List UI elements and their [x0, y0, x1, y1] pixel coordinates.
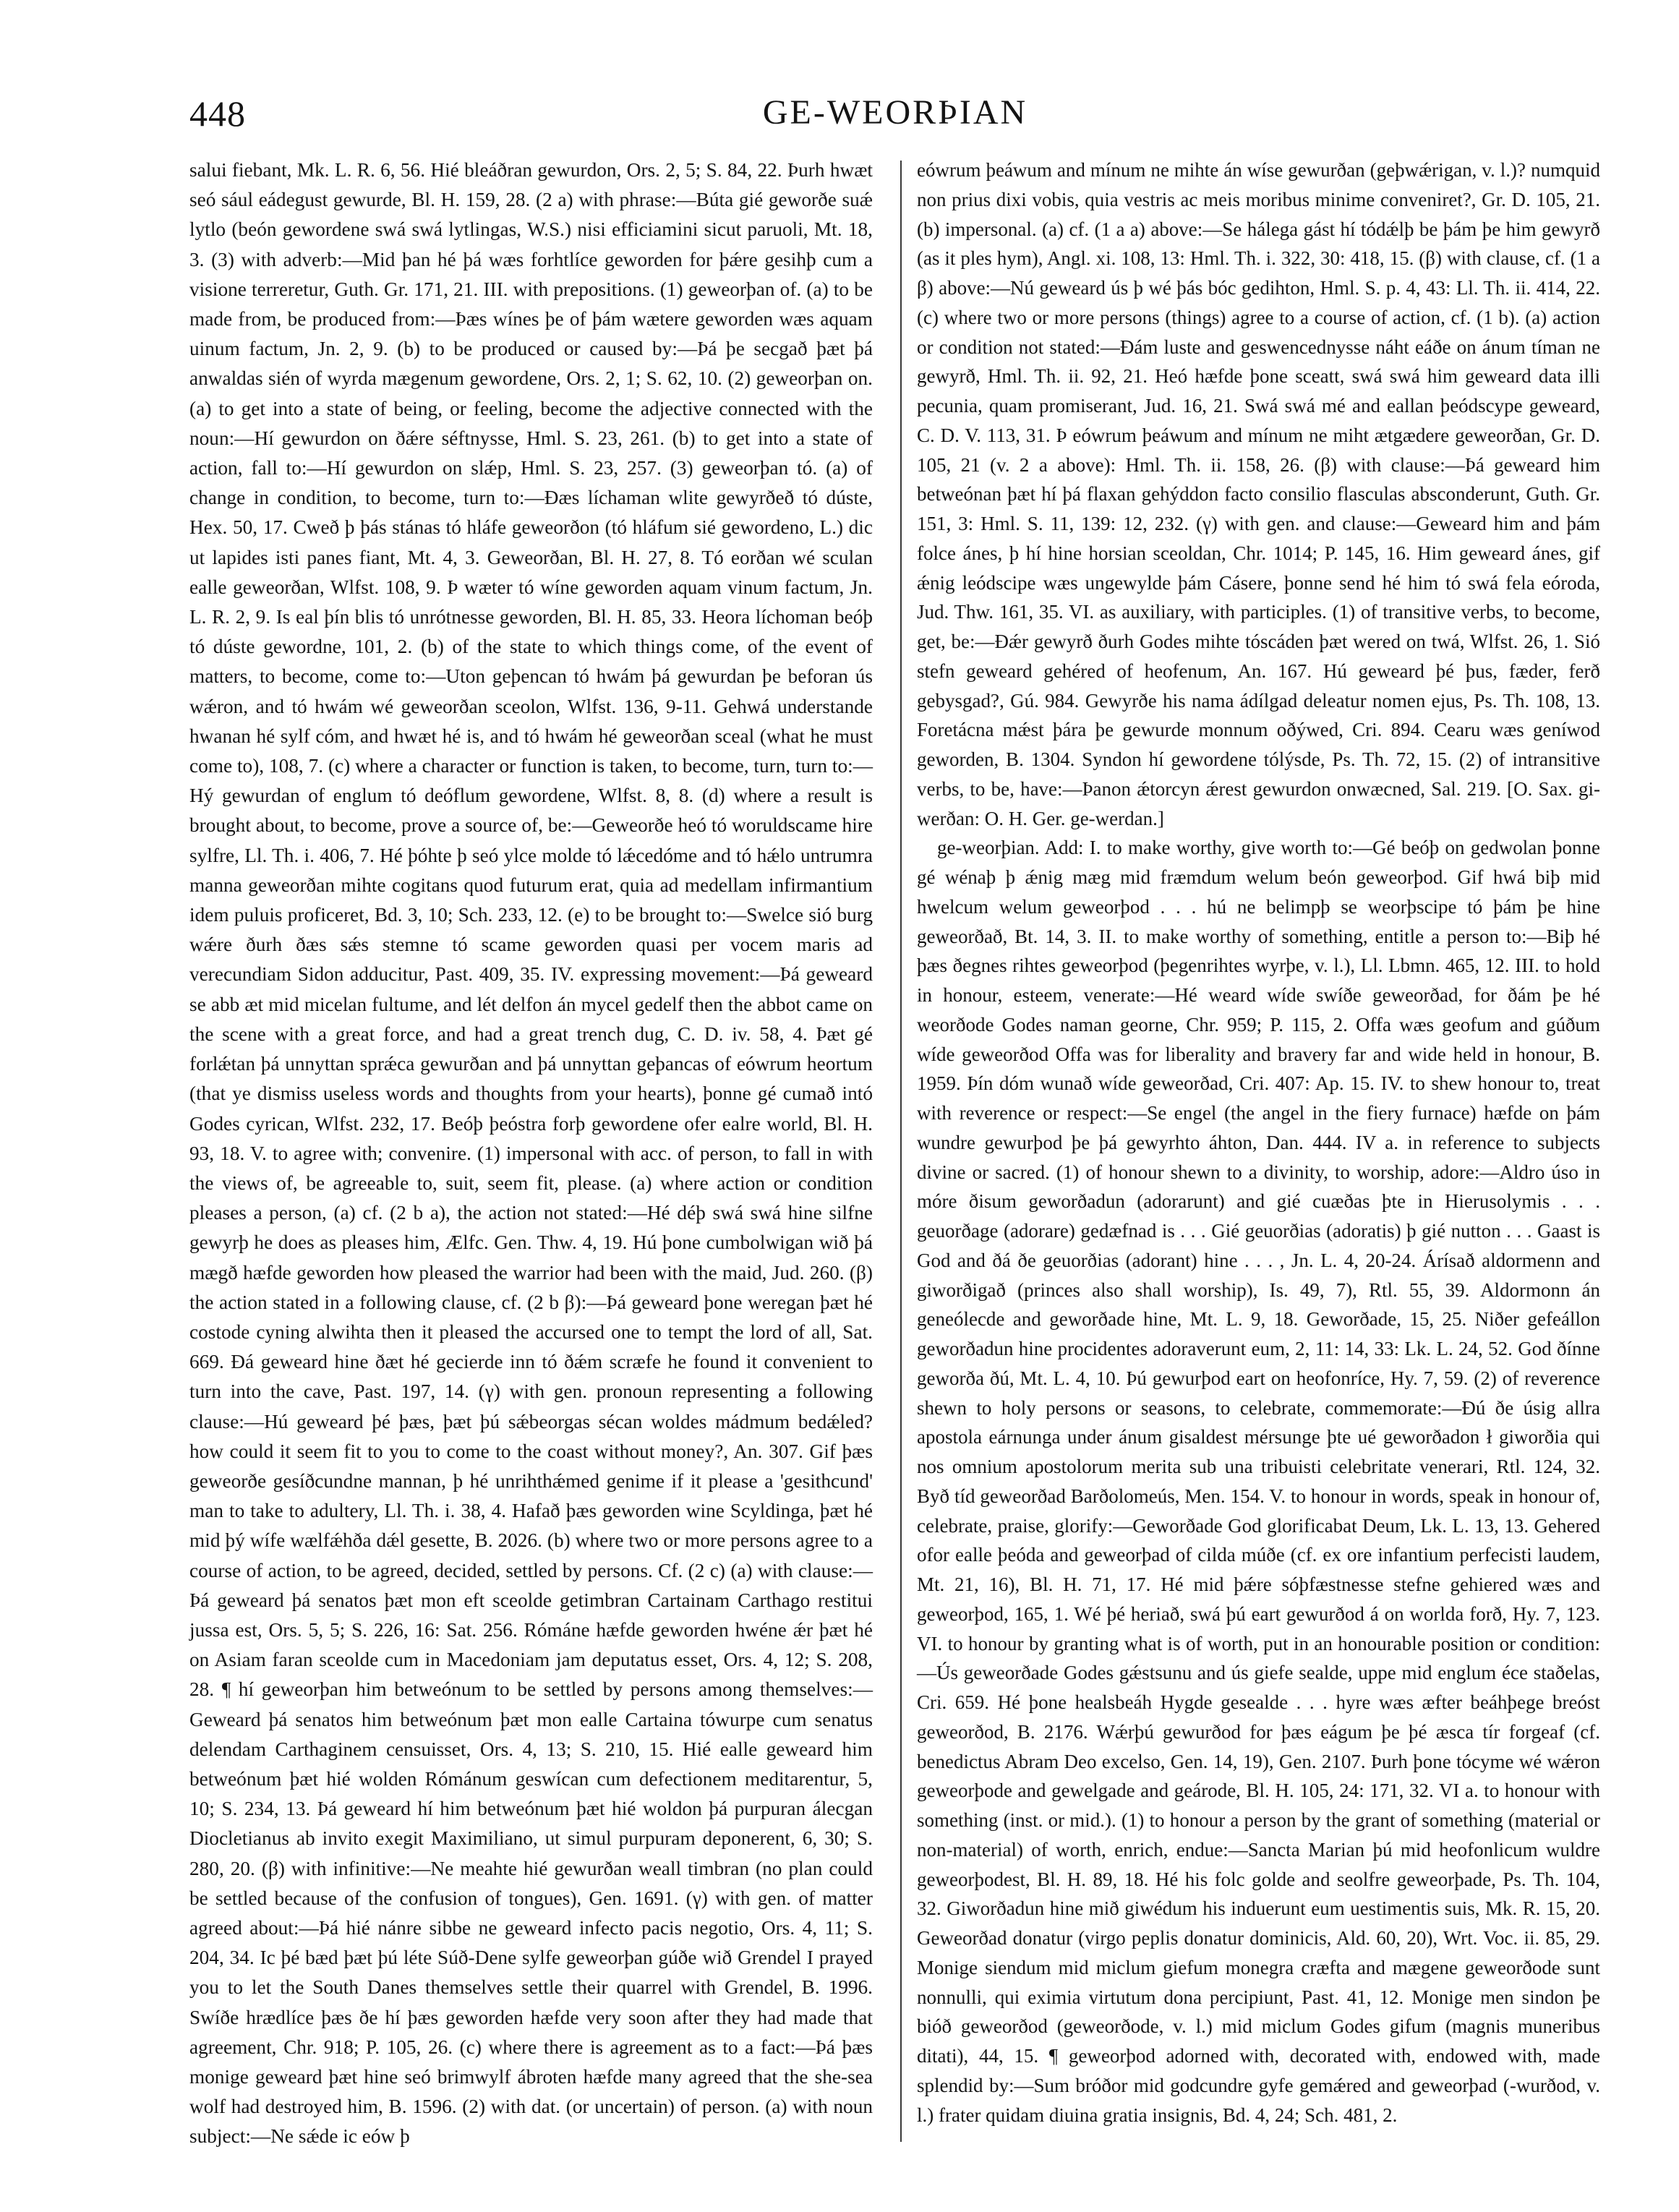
column-divider [900, 161, 902, 2142]
entry-continuation-right: eówrum þeáwum and mínum ne mihte án wíse gewurðan (geþwǽrigan, v. l.)? numquid non prius dixi vobis, quia vestris ac meis moribus minime conveniret?, Gr. D. 105, 21. (b) impersonal. (a) cf. (1 a a) above:—Se hálega gást hí tódǽlþ be þám þe him gewyrð (as it ples hym), Angl. xi. 108, 13: Hml. Th. i. 322, 30: 418, 15. (β) with clause, cf. (1 a β) above:—Nú geweard ús þ wé þás bóc gedihton, Hml. S. p. 4, 43: Ll. Th. ii. 414, 22. (c) where two or more persons (things) agree to a course of action, cf. (1 b). (a) action or condition not stated:—Ðám luste and geswencednysse náht eáðe on ánum tíman ne gewyrð, Hml. Th. ii. 92, 21. Heó hæfde þone sceatt, swá swá him geweard data illi pecunia, quam promiserant, Jud. 16, 21. Swá swá mé and eallan þeódscype geweard, C. D. V. 113, 31. Þ eówrum þeáwum and mínum ne miht ætgædere geweorðan, Gr. D. 105, 21 (v. 2 a above): Hml. Th. ii. 158, 26. (β) with clause:—Þá geweard him betweónan þæt hí þá flaxan gehýddon facto consilio flasculas absconderunt, Guth. Gr. 151, 3: Hml. S. 11, 139: 12, 232. (γ) with gen. and clause:—Geweard him and þám folce ánes, þ hí hine horsian sceoldan, Chr. 1014; P. 145, 16. Him geweard ánes, gif ǽnig leódscipe wæs ungewylde þám Cásere, þonne send hé him tó swá fela eóroda, Jud. Thw. 161, 35. VI. as auxiliary, with participles. (1) of transitive verbs, to become, get, be:—Ðǽr gewyrð ðurh Godes mihte tóscáden þæt wered on twá, Wlfst. 26, 1. Sió stefn geweard gehéred of heofenum, An. 167. Hú geweard þé þus, fæder, ferð gebysgad?, Gú. 984. Gewyrðe his nama ádílgad deleatur nomen ejus, Ps. Th. 108, 13. Foretácna mǽst þára þe gewurde monnum oðýwed, Cri. 894. Cearu wæs geníwod geworden, B. 1304. Syndon hí gewordene tólýsde, Ps. Th. 72, 15. (2) of intransitive verbs, to be, have:—Þanon ǽtorcyn ǽrest gewurdon onwæcned, Sal. 219. [O. Sax. gi-werðan: O. H. Ger. ge-werdan.] [917, 159, 1600, 829]
page-header [189, 93, 1601, 150]
right-column [917, 155, 1600, 2130]
left-column [189, 155, 873, 2152]
page-number: 448 [189, 93, 246, 134]
entry-ge-weorþian: ge-weorþian. Add: I. to make worthy, give worth to:—Gé beóþ on gedwolan þonne gé wénaþ þ ǽnig mæg mid fræmdum welum beón geweorþod. Gif hwá biþ mid hwelcum welum geweorþod . . . hú ne belimpþ se weorþscipe tó þám þe hine geweorðað, Bt. 14, 3. II. to make worthy of something, entitle a person to:—Biþ hé þæs ðegnes rihtes geweorþod (þegenrihtes wyrþe, v. l.), Ll. Lbmn. 465, 12. III. to hold in honour, esteem, venerate:—Hé weard wíde swíðe geweorðad, for ðám þe hé weorðode Godes naman georne, Chr. 959; P. 115, 2. Offa wæs geofum and gúðum wíde geweorðod Offa was for liberality and bravery far and wide held in honour, B. 1959. Þín dóm wunað wíde geweorðad, Cri. 407: Ap. 15. IV. to shew honour to, treat with reverence or respect:—Se engel (the angel in the fiery furnace) hæfde on þám wundre gewurþod þe þá gewyrhto áhton, Dan. 444. IV a. in reference to subjects divine or sacred. (1) of honour shewn to a divinity, to worship, adore:—Aldro úso in móre ðisum geworðadun (adorarunt) and gié cuæðas þte in Hierusolymis . . . geuorðage (adorare) gedæfnad is . . . Gié geuorðias (adoratis) þ gié nutton . . . Gaast is God and ðá ðe geuorðias (adorant) hine . . . , Jn. L. 4, 20-24. Árísað aldormenn and giworðigað (princes also shall worship), Is. 49, 7), Rtl. 55, 39. Aldormonn án geneólecde and geworðade hine, Mt. L. 9, 18. Geworðade, 15, 25. Niðer gefeállon geworðadun hine procidentes adoraverunt eum, 2, 11: 14, 33: Lk. L. 24, 52. God ðínne geworða ðú, Mt. L. 4, 10. Þú gewurþod eart on heofonríce, Hy. 7, 59. (2) of reverence shewn to holy persons or seasons, to celebrate, commemorate:—Ðú ðe úsig allra apostola eárnunga under ánum gisaldest mérsunge þte ué geworðadon ł giworðia qui nos omnium apostolorum merita sub una tribuisti celebritate venerari, Rtl. 124, 32. Byð tíd geweorðad Barðolomeús, Men. 154. V. to honour in words, speak in honour of, celebrate, praise, glorify:—Geworðade God glorificabat Deum, Lk. L. 13, 13. Gehered ofor ealle þeóda and geweorþad of cilda múðe (cf. ex ore infantium perfecisti laudem, Mt. 21, 16), Bl. H. 71, 17. Hé mid þǽre sóþfæstnesse stefne gehiered wæs and geweorþod, 165, 1. Wé þé heriað, swá þú eart gewurðod á on worlda forð, Hy. 7, 123. VI. to honour by granting what is of worth, put in an honourable position or condition:—Ús geweorðade Godes gǽstsunu and ús giefe sealde, uppe mid englum éce staðelas, Cri. 659. Hé þone healsbeáh Hygde gesealde . . . hyre wæs æfter beáhþege breóst geweorðod, B. 2176. Wǽrþú gewurðod for þæs eágum þe þé æsca tír forgeaf (cf. benedictus Abram Deo excelso, Gen. 14, 19), Gen. 2107. Þurh þone tócyme wé wǽron geweorþode and gewelgade and geárode, Bl. H. 105, 24: 171, 32. VI a. to honour with something (inst. or mid.). (1) to honour a person by the grant of something (material or non-material) of worth, enrich, endue:—Sancta Marian þú mid heofonlicum wuldre geweorþodest, Bl. H. 89, 18. Hé his folc golde and seolfre geweorþade, Ps. Th. 104, 32. Giworðadun hine mið giwédum his induerunt eum uestimentis suis, Mk. R. 15, 20. Geweorðad donatur (virgo peplis donatur dominicis, Ald. 60, 20), Wrt. Voc. ii. 85, 29. Monige siendum mid miclum giefum monegra cræfta and mægene geweorðode sunt nonnulli, qui eximia virtutum dona percipiunt, Past. 41, 12. Monige men sindon þe bióð geweorðod (geweorðode, v. l.) mid miclum Godes gifum (magnis muneribus ditati), 44, 15. ¶ geweorþod adorned with, decorated with, endowed with, made splendid by:—Sum bróðor mid godcundre gyfe gemǽred and geweorþad (-wurðod, v. l.) frater quidam diuina gratia insignis, Bd. 4, 24; Sch. 481, 2. [917, 837, 1600, 2126]
entry-continuation: salui fiebant, Mk. L. R. 6, 56. Hié bleáðran gewurdon, Ors. 2, 5; S. 84, 22. Þurh hwæt seó sául eádegust gewurde, Bl. H. 159, 28. (2 a) with phrase:—Búta gié geworðe suǽ lytlo (beón gewordene swá swá lytlingas, W.S.) nisi efficiamini sicut paruoli, Mt. 18, 3. (3) with adverb:—Mid þan hé þá wæs forhtlíce geworden for þǽre gesihþ cum a visione terreretur, Guth. Gr. 171, 21. III. with prepositions. (1) geweorþan of. (a) to be made from, be produced from:—Þæs wínes þe of þám wætere geworden wæs aquam uinum factum, Jn. 2, 9. (b) to be produced or caused by:—Þá þe secgað þæt þá anwaldas sién of wyrda mægenum gewordene, Ors. 2, 1; S. 62, 10. (2) geweorþan on. (a) to get into a state of being, or feeling, become the adjective connected with the noun:—Hí gewurdon on ðǽre séftnysse, Hml. S. 23, 261. (b) to get into a state of action, fall to:—Hí gewurdon on slǽp, Hml. S. 23, 257. (3) geweorþan tó. (a) of change in condition, to become, turn to:—Ðæs líchaman wlite gewyrðeð tó dúste, Hex. 50, 17. Cweð þ þás stánas tó hláfe geweorðon (tó hláfum sié gewordeno, L.) dic ut lapides isti panes fiant, Mt. 4, 3. Geweorðan, Bl. H. 27, 8. Tó eorðan wé sculan ealle geweorðan, Wlfst. 108, 9. Þ wæter tó wíne geworden aquam vinum factum, Jn. L. R. 2, 9. Is eal þín blis tó unrótnesse geworden, Bl. H. 85, 33. Heora líchoman beóþ tó dúste gewordne, 101, 2. (b) of the state to which things come, of the event of matters, to become, come to:—Uton geþencan tó hwám þá gewurdan þe beforan ús wǽron, and tó hwám wé geweorðan sceolon, Wlfst. 136, 9-11. Gehwá understande hwanan hé sylf cóm, and hwæt hé is, and tó hwám hé geweorðan sceal (what he must come to), 108, 7. (c) where a character or function is taken, to become, turn, turn to:—Hý gewurdan of englum tó deóflum gewordene, Wlfst. 8, 8. (d) where a result is brought about, to become, prove a source of, be:—Geweorðe heó tó woruldscame hire sylfre, Ll. Th. i. 406, 7. Hé þóhte þ seó ylce molde tó lǽcedóme and tó hǽlo untrumra manna geweorðan mihte cogitans quod futurum erat, quia ad medellam infirmantium idem puluis proficeret, Bd. 3, 10; Sch. 233, 12. (e) to be brought to:—Swelce sió burg wǽre ðurh ðæs sǽs stemne tó scame geworden quasi per vocem maris ad verecundiam Sidon adducitur, Past. 409, 35. IV. expressing movement:—Þá geweard se abb æt mid micelan fultume, and lét delfon án mycel gedelf then the abbot came on the scene with a great force, and had a great trench dug, C. D. iv. 58, 4. Þæt gé forlǽtan þá unnyttan sprǽca gewurðan and þá unnyttan geþancas of eówrum heortum (that ye dismiss useless words and thoughts from your hearts), þonne gé cumað intó Godes cyrican, Wlfst. 232, 17. Beóþ þeóstra forþ gewordene ofer ealre world, Bl. H. 93, 18. V. to agree with; convenire. (1) impersonal with acc. of person, to fall in with the views of, be agreeable to, suit, seem fit, please. (a) where action or condition pleases a person, (a) cf. (2 b a), the action not stated:—Hé déþ swá swá hine silfne gewyrþ he does as pleases him, Ælfc. Gen. Thw. 4, 19. Hú þone cumbolwigan wið þá mægð hæfde geworden how pleased the warrior had been with the maid, Jud. 260. (β) the action stated in a following clause, cf. (2 b β):—Þá geweard þone weregan þæt hé costode cyning alwihta then it pleased the accursed one to tempt the lord of all, Sat. 669. Ðá geweard hine ðæt hé gecierde inn tó ðǽm scræfe he found it convenient to turn into the cave, Past. 197, 14. (γ) with gen. pronoun representing a following clause:—Hú geweard þé þæs, þæt þú sǽbeorgas sécan woldes mádmum bedǽled? how could it seem fit to you to come to the coast without money?, An. 307. Gif þæs geweorðe gesíðcundne mannan, þ hé unrihthǽmed genime if it please a 'gesithcund' man to take to adultery, Ll. Th. i. 38, 4. Hafað þæs geworden wine Scyldinga, þæt hé mid þý wífe wælfǽhða dǽl gesette, B. 2026. (b) where two or more persons agree to a course of action, to be agreed, decided, settled by persons. Cf. (2 c) (a) with clause:—Þá geweard þá senatos þæt mon eft sceolde getimbran Cartainam Carthago restitui jussa est, Ors. 5, 5; S. 226, 16: Sat. 256. Rómáne hæfde geworden hwéne ǽr þæt hé on Asiam faran sceolde cum in Macedoniam jam deputatus esset, Ors. 4, 12; S. 208, 28. ¶ hí geweorþan him betweónum to be settled by persons among themselves:—Geweard þá senatos him betweónum þæt mon ealle Cartaina tówurpe cum senatus delendam Carthaginem censuisset, Ors. 4, 13; S. 210, 15. Hié ealle geweard him betweónum þæt hié wolden Rómánum geswícan cum defectionem meditarentur, 5, 10; S. 234, 13. Þá geweard hí him betweónum þæt hié woldon þá purpuran álecgan Diocletianus ab invito exegit Maximiliano, ut simul purpuram deponerent, 6, 30; S. 280, 20. (β) with infinitive:—Ne meahte hié gewurðan weall timbran (no plan could be settled because of the confusion of tongues), Gen. 1691. (γ) with gen. of matter agreed about:—Þá hié nánre sibbe ne geweard infecto pacis negotio, Ors. 4, 11; S. 204, 34. Ic þé bæd þæt þú léte Súð-Dene sylfe geweorþan gúðe wið Grendel I prayed you to let the South Danes themselves settle their quarrel with Grendel, B. 1996. Swíðe hrædlíce þæs ðe hí þæs geworden hæfde very soon after they had made that agreement, Chr. 918; P. 105, 26. (c) where there is agreement as to a fact:—Þá þæs monige geweard þæt hine seó brimwylf ábroten hæfde many agreed that the she-sea wolf had destroyed him, B. 1596. (2) with dat. (or uncertain) of person. (a) with noun subject:—Ne sǽde ic eów þ [189, 159, 873, 2148]
running-head: GE-WEORÞIAN [762, 93, 1028, 132]
